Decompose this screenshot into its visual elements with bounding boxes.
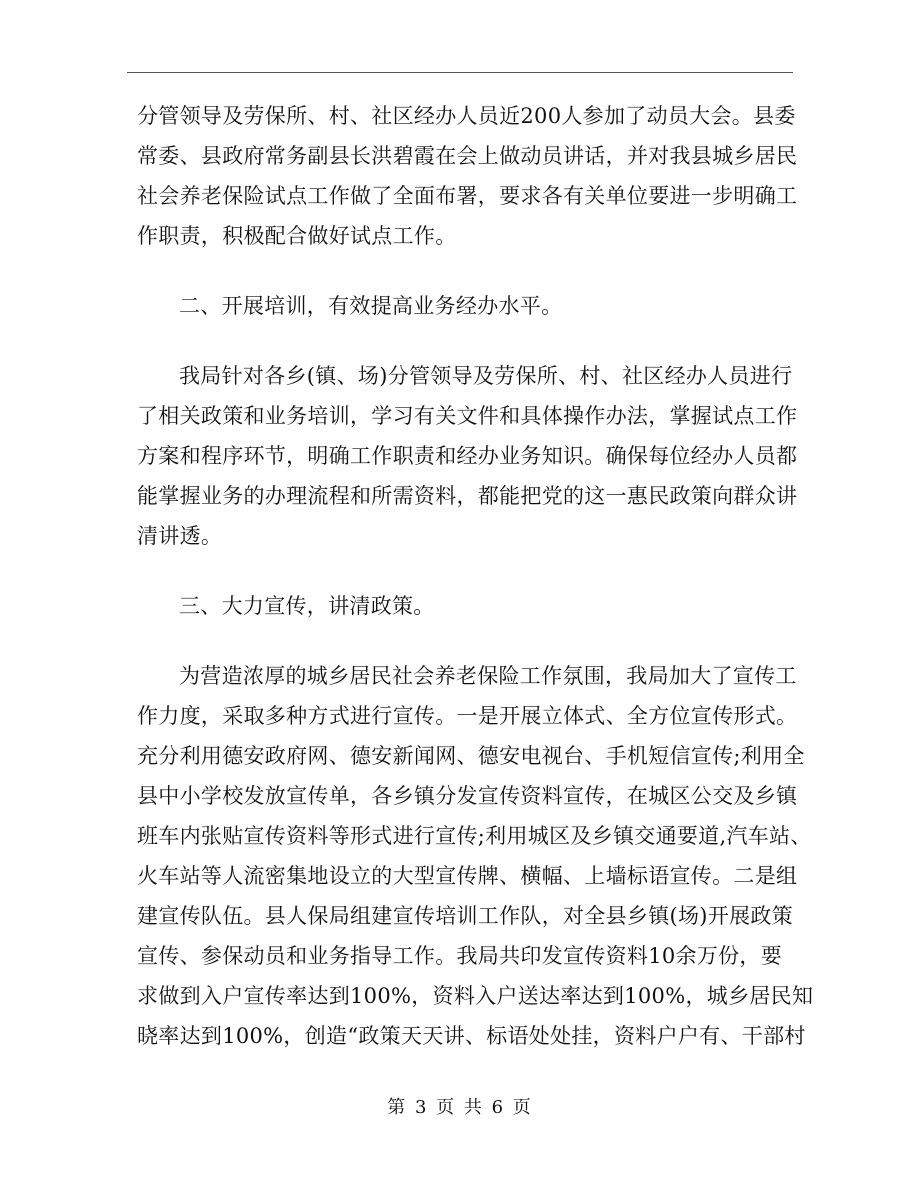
text-line: 充分利用德安政府网、德安新闻网、德安电视台、手机短信宣传;利用全	[137, 744, 805, 768]
paragraph-mobilization	[137, 96, 797, 256]
text-line: 作力度，采取多种方式进行宣传。一是开展立体式、全方位宣传形式。	[137, 704, 798, 728]
paragraph-publicity	[137, 656, 814, 1056]
text-line: 常委、县政府常务副县长洪碧霞在会上做动员讲话，并对我县城乡居民	[137, 144, 798, 168]
text-line: 我局针对各乡(镇、场)分管领导及劳保所、村、社区经办人员进行	[179, 364, 793, 388]
text-line: 求做到入户宣传率达到100%，资料入户送达率达到100%，城乡居民知	[137, 984, 814, 1008]
section-heading-training: 二、开展培训，有效提高业务经办水平。	[179, 294, 563, 318]
text-line: 能掌握业务的办理流程和所需资料，都能把党的这一惠民政策向群众讲	[137, 484, 798, 508]
header-rule	[127, 72, 793, 73]
text-line: 清讲透。	[137, 524, 223, 548]
text-line: 晓率达到100%，创造“政策天天讲、标语处处挂，资料户户有、干部村	[137, 1024, 806, 1048]
text-line: 了相关政策和业务培训，学习有关文件和具体操作办法，掌握试点工作	[137, 404, 798, 428]
text-line: 方案和程序环节，明确工作职责和经办业务知识。确保每位经办人员都	[137, 444, 798, 468]
text-line: 为营造浓厚的城乡居民社会养老保险工作氛围，我局加大了宣传工	[179, 664, 797, 688]
text-line: 县中小学校发放宣传单，各乡镇分发宣传资料宣传，在城区公交及乡镇	[137, 784, 798, 808]
text-line: 火车站等人流密集地设立的大型宣传牌、横幅、上墙标语宣传。二是组	[137, 864, 798, 888]
text-line: 作职责，积极配合做好试点工作。	[137, 224, 457, 248]
paragraph-training	[137, 356, 797, 556]
document-body	[137, 96, 814, 1056]
text-line: 建宣传队伍。县人保局组建宣传培训工作队，对全县乡镇(场)开展政策	[137, 904, 793, 928]
text-line: 社会养老保险试点工作做了全面布署，要求各有关单位要进一步明确工	[137, 184, 798, 208]
page-number: 第 3 页 共 6 页	[387, 1097, 533, 1118]
text-line: 宣传、参保动员和业务指导工作。我局共印发宣传资料10余万份，要	[137, 944, 783, 968]
text-line: 班车内张贴宣传资料等形式进行宣传;利用城区及乡镇交通要道,汽车站、	[137, 824, 812, 848]
text-line: 分管领导及劳保所、村、社区经办人员近200人参加了动员大会。县委	[137, 104, 796, 128]
section-heading-publicity: 三、大力宣传，讲清政策。	[179, 594, 435, 618]
